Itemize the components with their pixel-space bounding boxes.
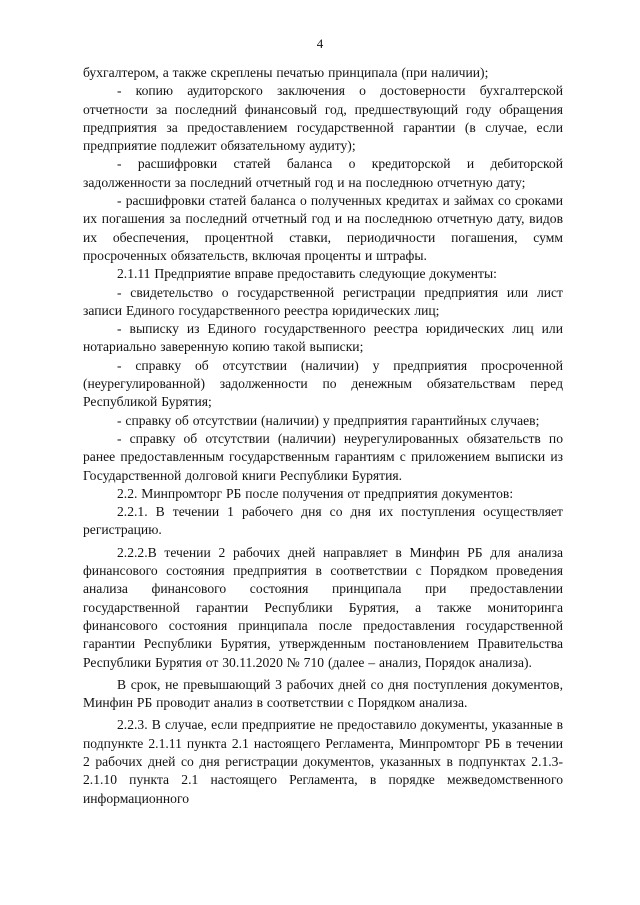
paragraph-15: 2.2.3. В случае, если предприятие не предоставило документы, указанные в подпункте 2.1.11 пункта 2.1 настоящего Регламента, Минпромторг РБ в течении 2 рабочих дней со дня регистрации документов, указанных в подпунктах 2.1.3-2.1.10 пункта 2.1 настоящего Регламента, в порядке межведомственного информационного [83, 717, 563, 806]
paragraph-1: бухгалтером, а также скреплены печатью принципала (при наличии); [83, 65, 489, 80]
document-body [83, 64, 563, 808]
paragraph-11: 2.2. Минпромторг РБ после получения от предприятия документов: [117, 485, 514, 501]
paragraph-9: - справку об отсутствии (наличии) у предприятия гарантийных случаев; [117, 412, 540, 428]
paragraph-14: В срок, не превышающий 3 рабочих дней со дня поступления документов, Минфин РБ проводит анализ в соответствии с Порядком анализа. [83, 676, 563, 711]
paragraph-7: - выписку из Единого государственного реестра юридических лиц или нотариально заверенную копию такой выписки; [83, 321, 563, 355]
page-number: 4 [316, 36, 324, 51]
paragraph-13: 2.2.2.В течении 2 рабочих дней направляет в Минфин РБ для анализа финансового состояния предприятия в соответствии с Порядком проведения анализа финансового состояния принципала при предоставлении государственной гарантии Республики Бурятия, а также мониторинга финансового состояния принципала после предоставления государственной гарантии Республики Бурятия, утвержденным постановлением Правительства Республики Бурятия от 30.11.2020 № 710 (далее – анализ, Порядок анализа). [83, 544, 563, 670]
paragraph-5: 2.1.11 Предприятие вправе предоставить следующие документы: [117, 266, 497, 282]
paragraph-10: - справку об отсутствии (наличии) неурегулированных обязательств по ранее предоставленным государственным гарантиям с приложением выписки из Государственной долговой книги Республики Бурятия. [83, 430, 563, 483]
paragraph-8: - справку об отсутствии (наличии) у предприятия просроченной (неурегулированной) задолженности по денежным обязательствам перед Республикой Бурятия; [83, 357, 563, 410]
paragraph-2: - копию аудиторского заключения о достоверности бухгалтерской отчетности за последний финансовый год, предшествующий году обращения предприятия за предоставлением государственной гарантии (в случае, если предприятие подлежит обязательному аудиту); [83, 83, 563, 154]
paragraph-4: - расшифровки статей баланса о полученных кредитах и займах со сроками их погашения за последний отчетный год и на последнюю отчетную дату, видов их обеспечения, процентной ставки, периодичности погашения, сумм просроченных обязательств, включая проценты и штрафы. [83, 193, 563, 263]
paragraph-3: - расшифровки статей баланса о кредиторской и дебиторской задолженности за последний отчетный год и на последнюю отчетную дату; [83, 156, 563, 190]
paragraph-6: - свидетельство о государственной регистрации предприятия или лист записи Единого государственного реестра юридических лиц; [83, 284, 563, 318]
paragraph-12: 2.2.1. В течении 1 рабочего дня со дня их поступления осуществляет регистрацию. [83, 504, 563, 538]
